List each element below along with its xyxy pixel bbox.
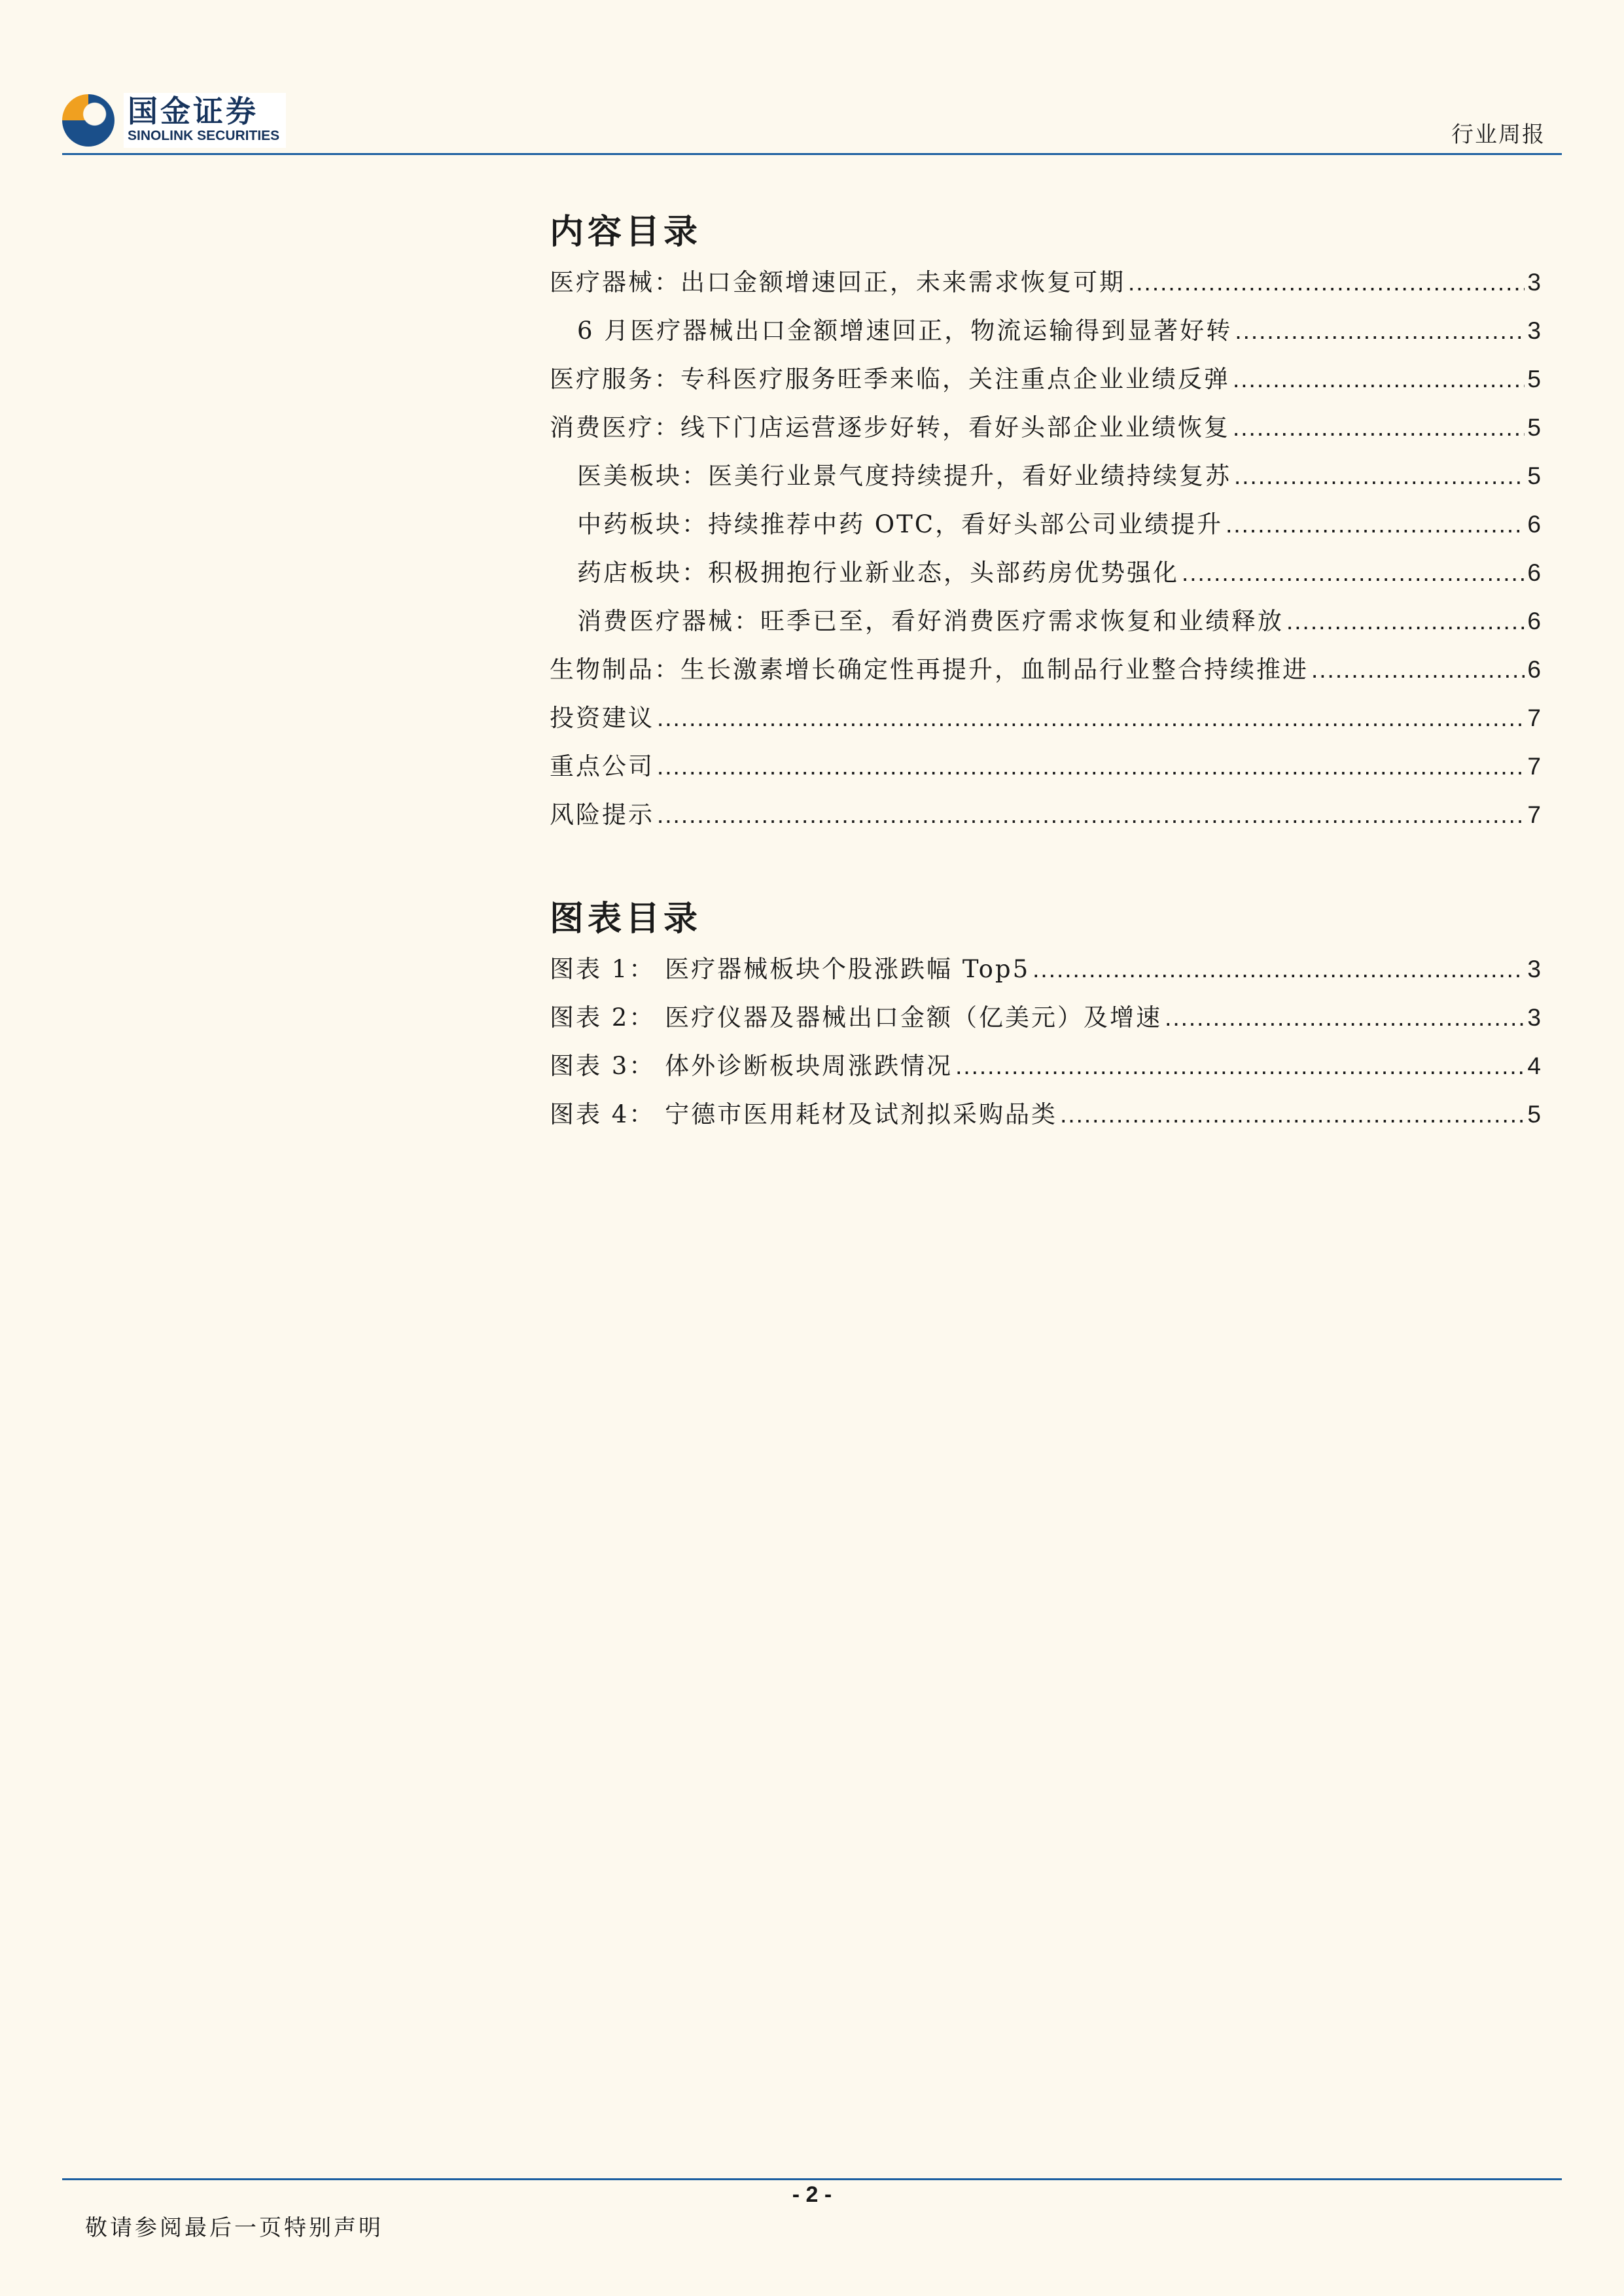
figures-list <box>550 945 1541 1139</box>
toc-entry[interactable] <box>550 694 1541 742</box>
toc-entry[interactable] <box>550 742 1541 791</box>
header-divider <box>62 153 1562 155</box>
toc-entry-title: 6 月医疗器械出口金额增速回正，物流运输得到显著好转 <box>577 317 1233 345</box>
toc-entry[interactable] <box>550 1090 1541 1139</box>
toc-entry-title: 图表 1： 医疗器械板块个股涨跌幅 Top5 <box>550 955 1031 983</box>
toc-entry[interactable] <box>550 307 1541 355</box>
toc-entry-page: 3 <box>1527 1004 1541 1031</box>
logo-name-en: SINOLINK SECURITIES <box>128 128 280 143</box>
toc-entry-title: 图表 2： 医疗仪器及器械出口金额（亿美元）及增速 <box>550 1003 1163 1032</box>
toc-dot-leader <box>1233 404 1525 452</box>
figures-heading: 图表目录 <box>550 899 702 939</box>
toc-entry-page: 6 <box>1527 656 1541 683</box>
toc-entry[interactable] <box>550 355 1541 404</box>
toc-dot-leader <box>657 694 1525 742</box>
toc-entry-page: 5 <box>1527 366 1541 392</box>
toc-entry-title: 图表 4： 宁德市医用耗材及试剂拟采购品类 <box>550 1100 1058 1128</box>
toc-entry-page: 6 <box>1527 559 1541 586</box>
toc-dot-leader <box>1182 549 1525 597</box>
figures-section <box>550 893 1541 1139</box>
toc-entry[interactable] <box>550 1042 1541 1090</box>
toc-entry-title: 图表 3： 体外诊断板块周涨跌情况 <box>550 1052 953 1080</box>
logo-name-cn: 国金证券 <box>128 94 258 129</box>
toc-entry-title: 医疗服务：专科医疗服务旺季来临，关注重点企业业绩反弹 <box>550 365 1230 393</box>
toc-entry[interactable] <box>550 791 1541 839</box>
toc-dot-leader <box>1226 500 1525 549</box>
toc-entry[interactable] <box>550 646 1541 694</box>
toc-entry-page: 3 <box>1527 269 1541 296</box>
toc-entry[interactable] <box>550 549 1541 597</box>
toc-entry-page: 7 <box>1527 704 1541 731</box>
toc-entry-page: 5 <box>1527 1101 1541 1128</box>
toc-entry-page: 3 <box>1527 956 1541 983</box>
toc-entry-page: 3 <box>1527 317 1541 344</box>
toc-entry-page: 4 <box>1527 1052 1541 1079</box>
company-logo <box>62 92 286 149</box>
toc-entry-page: 6 <box>1527 511 1541 538</box>
footer-divider <box>62 2178 1562 2180</box>
toc-entry[interactable] <box>550 994 1541 1042</box>
toc-entry[interactable] <box>550 597 1541 646</box>
toc-entry-title: 医疗器械：出口金额增速回正，未来需求恢复可期 <box>550 268 1125 296</box>
toc-entry[interactable] <box>550 452 1541 500</box>
contents-heading: 内容目录 <box>550 212 702 252</box>
toc-entry-page: 5 <box>1527 462 1541 489</box>
disclaimer-text: 敬请参阅最后一页特别声明 <box>85 2215 383 2241</box>
toc-entry-page: 6 <box>1527 608 1541 635</box>
toc-entry-title: 药店板块：积极拥抱行业新业态，头部药房优势强化 <box>577 559 1179 587</box>
toc-entry-title: 医美板块：医美行业景气度持续提升，看好业绩持续复苏 <box>577 462 1231 490</box>
contents-list <box>550 258 1541 839</box>
toc-entry[interactable] <box>550 945 1541 994</box>
page-number: - 2 - <box>792 2182 832 2207</box>
toc-dot-leader <box>1033 945 1525 994</box>
logo-icon <box>62 94 115 147</box>
page-header <box>62 92 1562 157</box>
toc-dot-leader <box>657 742 1525 791</box>
toc-entry-title: 重点公司 <box>550 752 654 780</box>
toc-entry-page: 7 <box>1527 801 1541 828</box>
toc-entry-title: 风险提示 <box>550 801 654 829</box>
toc-entry-title: 消费医疗：线下门店运营逐步好转，看好头部企业业绩恢复 <box>550 413 1230 442</box>
toc-dot-leader <box>1235 307 1525 355</box>
toc-dot-leader <box>1286 597 1525 646</box>
toc-entry-page: 7 <box>1527 753 1541 780</box>
toc-dot-leader <box>1234 452 1525 500</box>
toc-entry-page: 5 <box>1527 414 1541 441</box>
toc-entry-title: 生物制品：生长激素增长确定性再提升，血制品行业整合持续推进 <box>550 655 1309 684</box>
toc-entry-title: 中药板块：持续推荐中药 OTC，看好头部公司业绩提升 <box>577 510 1224 538</box>
toc-dot-leader <box>955 1042 1525 1090</box>
toc-dot-leader <box>657 791 1525 839</box>
toc-entry-title: 消费医疗器械：旺季已至，看好消费医疗需求恢复和业绩释放 <box>577 607 1284 635</box>
toc-entry[interactable] <box>550 500 1541 549</box>
report-type-label: 行业周报 <box>1451 122 1545 148</box>
toc-dot-leader <box>1311 646 1525 694</box>
toc-dot-leader <box>1060 1090 1525 1139</box>
toc-dot-leader <box>1233 355 1525 404</box>
toc-dot-leader <box>1165 994 1525 1042</box>
contents-section <box>550 206 1541 839</box>
toc-entry[interactable] <box>550 258 1541 307</box>
toc-dot-leader <box>1128 258 1525 307</box>
toc-entry[interactable] <box>550 404 1541 452</box>
toc-entry-title: 投资建议 <box>550 704 654 732</box>
